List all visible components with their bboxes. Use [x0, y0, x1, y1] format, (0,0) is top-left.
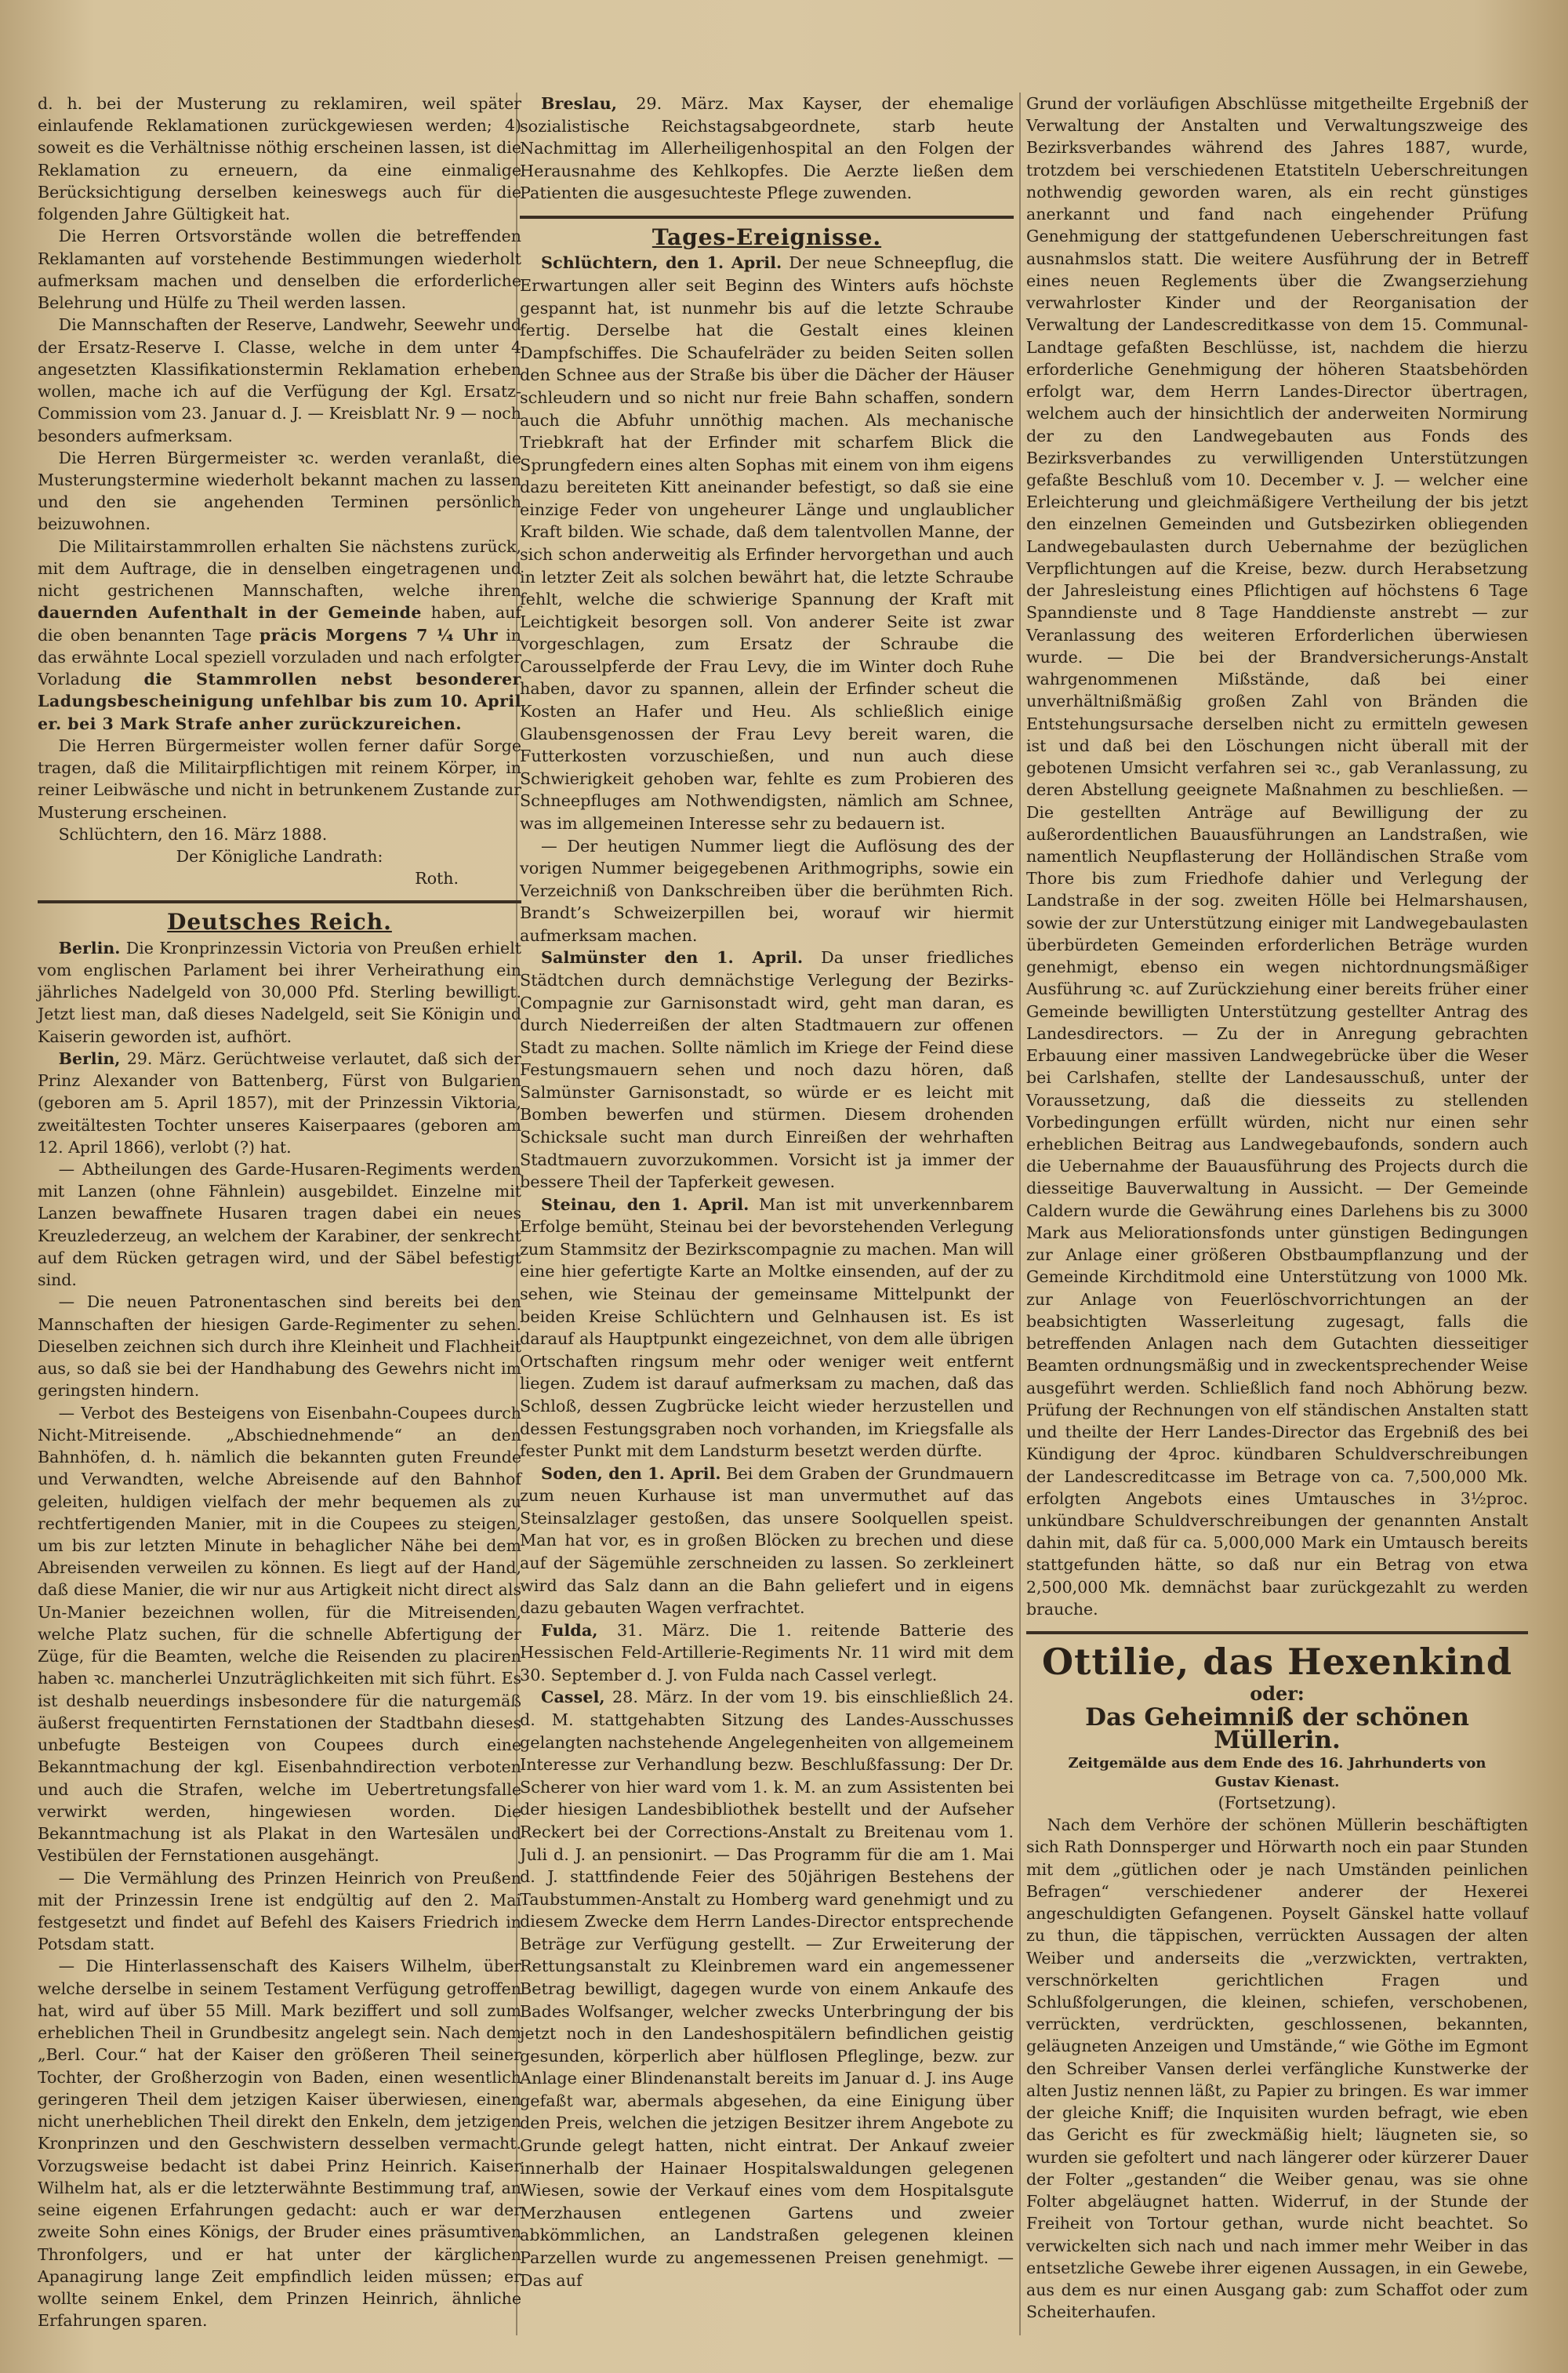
emphasis-text: präcis Morgens 7 ¼ Uhr	[260, 625, 499, 645]
section-heading: Tages-Ereignisse.	[652, 223, 882, 250]
news-item	[38, 937, 521, 1048]
serial-subtitle: Das Geheimniß der schönen Müllerin.	[1085, 1703, 1469, 1754]
news-item	[520, 93, 1014, 205]
section-rule	[38, 900, 521, 903]
emphasis-text: dauernden Aufenthalt in der Gemeinde	[38, 603, 422, 623]
text: Der neue Schneepflug, die Erwartungen aller seit Beginn des Winters aufs höchste gespannt hat, ist nunmehr bis auf die letzte Schraube fertig. Derselbe hat die Gestalt eines kleinen Dampfschiffes. Die Schaufelräder zu beiden Seiten sollen den Schnee aus der Straße bis über die Dächer der Häuser schleudern und so nicht nur freie Bahn schaffen, sondern auch die Abfuhr unnöthig machen. Als mechanische Triebkraft hat der Erfinder mit scharfem Blick die Sprungfedern eines alten Sophas mit einem von ihm eigens dazu bereiteten Kitt aneinander befestigt, so daß sie eine einzige Feder von ungeheurer Länge und unglaublicher Kraft bilden. Wie schade, daß dem talentvollen Manne, der sich schon anderweitig als Erfinder hervorgethan und auch in letzter Zeit als solchen bewährt hat, die letzte Schraube fehlt, welche die schwierige Spannung der Kraft mit Leichtigkeit besorgen soll. Von anderer Seite ist zwar vorgeschlagen, zum Ersatz der Schraube die Carousselpferde der Frau Levy, die im Winter doch Ruhe haben, davor zu spannen, allein der Erfinder scheut die Kosten an Hafer und Heu. Als schließlich einige Glaubensgenossen der Frau Levy bereit waren, die Futterkosten vorzuschießen, und nun auch diese Schwierigkeit gehoben war, fehlte es zum Probieren des Schneepfluges am Nothwendigsten, nämlich am Schnee, was im allgemeinen Interesse sehr zu bedauern ist.	[520, 253, 1014, 833]
section-rule	[1026, 1631, 1528, 1634]
dateline: Schlüchtern, den 16. März 1888.	[58, 824, 328, 844]
paragraph: Die Mannschaften der Reserve, Landwehr, Seewehr und der Ersatz-Reserve I. Classe, welche in dem unter 4 angesetzten Klassifikationstermin Reklamation erheben wollen, mache ich auf die Verfügung der Kgl. Ersatz-Commission vom 23. Januar d. J. — Kreisblatt Nr. 9 — noch besonders aufmerksam.	[38, 315, 521, 445]
text: 29. März. Max Kayser, der ehemalige sozialistische Reichstagsabgeordnete, starb heute Nachmittag im Allerheiligenhospital an den Folgen der Herausnahme des Kehlkopfes. Die Aerzte ließen dem Patienten die ausgesuchteste Pflege zuwenden.	[520, 94, 1014, 203]
text: Die Militairstammrollen erhalten Sie nächstens zurück, mit dem Auftrage, die in denselben eingetragenen und nicht gestrichenen Mannschaften, welche ihren	[38, 536, 521, 601]
paragraph	[38, 536, 521, 735]
place-name: Cassel,	[540, 1688, 605, 1707]
serial-title: Ottilie, das Hexenkind	[1042, 1641, 1512, 1684]
serial-author: Gustav Kienast.	[1214, 1773, 1340, 1790]
serial-continuation: (Fortsetzung).	[1218, 1793, 1337, 1812]
paragraph: Grund der vorläufigen Abschlüsse mitgetheilte Ergebniß der Verwaltung der Anstalten und Verwaltungszweige des Bezirksverbandes während des Jahres 1887, wurde, trotzdem bei verschiedenen Etatstiteln Ueberschreitungen nothwendig geworden waren, als ein recht günstiges anerkannt und fand nach eingehender Prüfung Genehmigung der stattgefundenen Ueberschreitungen fast ausnahmslos statt. Die weitere Ausführung der in Betreff eines neuen Reglements über die Zwangserziehung verwahrloster Kinder und der Reorganisation der Verwaltung der Landescreditkasse von dem 15. Communal-Landtage gefaßten Beschlüsse, ist, nachdem die hierzu erforderliche Genehmigung der höheren Staatsbehörden erfolgt war, dem Herrn Landes-Director übertragen, welchem auch der hinsichtlich der anderweiten Normirung der zu den Landwegebauten aus Fonds des Bezirksverbandes zu verwilligenden Unterstützungen gefaßte Beschluß vom 10. December v. J. — welcher eine Erleichterung und gleichmäßigere Vertheilung der bis jetzt den einzelnen Gemeinden und Gutsbezirken obliegenden Landwegebaulasten durch Uebernahme der bezüglichen Verpflichtungen auf die Kreise, bezw. durch Herabsetzung der Jahresleistung eines Pflichtigen auf höchstens 6 Tage Spanndienste und 8 Tage Handdienste anstrebt — zur Veranlassung des weiteren Erforderlichen überwiesen wurde. — Die bei der Brandversicherungs-Anstalt wahrgenommenen Mißstände, daß bei einer unverhältnißmäßig großen Zahl von Bränden die Entstehungsursache derselben nicht zu ermitteln gewesen ist und daß bei den Löschungen nicht überall mit der gebotenen Umsicht verfahren sei ꝛc., gab Veranlassung, zu deren Abstellung geeignete Maßnahmen zu beschließen. — Die gestellten Anträge auf Bewilligung der zu außerordentlichen Bauausführungen an Landstraßen, wie namentlich Neupflasterung der Holländischen Straße vom Thore bis zum Friedhofe dahier und Verlegung der Landstraße in der sog. zweiten Hölle bei Helmarshausen, sowie der zur Unterstützung einiger mit Landwegebaulasten überbürdeten Gemeinden erforderlichen Beträge wurden genehmigt, ebenso ein wegen nichtordnungsmäßiger Ausführung ꝛc. auf Zurückziehung einer bereits früher einer Gemeinde bewilligten Unterstützung gestellter Antrag des Landesdirectors. — Zu der in Anregung gebrachten Erbauung einer massiven Landwegebrücke über die Weser bei Carlshafen, stellte der Landesausschuß, unter der Voraussetzung, daß die diesseits zu stellenden Vorbedingungen erfüllt würden, nicht nur einen sehr erheblichen Beitrag aus Landwegebaufonds, sondern auch die Uebernahme der Bauausführung des Projects durch die diesseitige Bauverwaltung in Aussicht. — Der Gemeinde Caldern wurde die Gewährung eines Darlehens bis zu 3000 Mark aus Meliorationsfonds unter günstigen Bedingungen zur Anlage einer größeren Obstbaumpflanzung und der Gemeinde Kirchditmold eine Unterstützung von 1000 Mk. zur Anlage von Feuerlöschvorrichtungen an der beabsichtigten Wasserleitung zugesagt, falls die betreffenden Anlagen nach dem Gutachten diesseitiger Beamten ordnungsmäßig und in zweckentsprechender Weise ausgeführt werden. Schließlich fand noch Abhörung bezw. Prüfung der Rechnungen von elf ständischen Anstalten statt und theilte der Herr Landes-Director das Ergebniß des bei Kündigung der 4proc. kündbaren Schuldverschreibungen der Landescreditcasse im Betrage von ca. 7,500,000 Mk. erfolgten Angebots eines Umtausches in 3½proc. unkündbare Schuldverschreibungen der genannten Anstalt dahin mit, daß für ca. 5,000,000 Mark ein Umtausch bereits stattgefunden hätte, so daß nur ein Betrag von etwa 2,500,000 Mk. demnächst baar zurückgezahlt zu werden brauche.	[1026, 94, 1528, 1619]
text: Die Kronprinzessin Victoria von Preußen erhielt vom englischen Parlament bei ihrer Verheirathung ein jährliches Nadelgeld von 30,000 Pfd. Sterling bewilligt. Jetzt liest man, daß dieses Nadelgeld, seit Sie Königin und Kaiserin geworden ist, aufhört.	[38, 938, 521, 1046]
emphasis-text: die Stammrollen nebst besonderer Ladungsbescheinigung unfehlbar bis zum 10. April er. bei 3 Mark Strafe anher zurückzureichen.	[38, 670, 521, 733]
text: Man ist mit unverkennbarem Erfolge bemüht, Steinau bei der bevorstehenden Verlegung zum Stammsitz der Bezirkscompagnie zu machen. Man will eine hier gefertigte Karte an Moltke einsenden, auf der zu sehen, wie Steinau der gemeinsame Mittelpunkt der beiden Kreise Schlüchtern und Gelnhausen ist. Es ist darauf als Hauptpunkt eingezeichnet, von dem alle übrigen Ortschaften ringsum mehr oder weniger weit entfernt liegen. Zudem ist darauf aufmerksam zu machen, daß das Schloß, dessen Zugbrücke leicht wieder herzustellen und dessen Festungsgraben noch vorhanden, im Kriegsfalle als fester Punkt mit dem Landsturm besetzt werden dürfte.	[520, 1194, 1014, 1461]
column-1	[38, 93, 521, 2343]
serial-oder: oder:	[1250, 1682, 1305, 1706]
paragraph: d. h. bei der Musterung zu reklamiren, weil später einlaufende Reklamationen zurückgewiesen werden; 4) soweit es die Verhältnisse nöthig erscheinen lassen, ist die Reklamation zu erneuern, da eine einmalige Berücksichtigung derselben keineswegs auch für die folgenden Jahre Gültigkeit hat.	[38, 94, 521, 224]
column-2	[520, 93, 1014, 2343]
paragraph: Nach dem Verhöre der schönen Müllerin beschäftigten sich Rath Donnsperger und Hörwarth noch ein paar Stunden mit dem „gütlichen oder je nach Umständen peinlichen Befragen“ verschiedener anderer der Hexerei angeschuldigten Gefangenen. Poyselt Gänskel hatte vollauf zu thun, die täppischen, verrückten Aussagen der alten Weiber und anderseits die „verzwickten, vertrakten, verschnörkelten gerichtlichen Fragen und Schlußfolgerungen, die kleinen, schiefen, verschobenen, verrückten, verdrückten, geschlossenen, bekannten, geläugneten Anzeigen und Umstände,“ wie Göthe im Egmont den Schreiber Vansen derlei verfängliche Kunstwerke der alten Justiz nennen läßt, zu Papier zu bringen. Es war immer der gleiche Kniff; die Inquisiten wurden befragt, wie eben das Gericht es für zweckmäßig hielt; läugneten sie, so wurden sie gefoltert und nach längerer oder kürzerer Dauer der Folter „gestanden“ die Weiber genau, was sie ohne Folter abgeläugnet hatten. Widerruf, in der Stunde der Freiheit von Tortour gethan, wurde nicht beachtet. So verwickelten sich nach und nach immer mehr Weiber in das entsetzliche Gewebe ihrer eigenen Aussagen, in ein Gewebe, aus dem es nur einen Ausgang gab: zum Schaffot oder zum Scheiterhaufen.	[1026, 1815, 1528, 2322]
news-item: — Die Hinterlassenschaft des Kaisers Wilhelm, über welche derselbe in seinem Testament Verfügung getroffen hat, wird auf über 55 Mill. Mark beziffert und soll zum erheblichen Theil in Grundbesitz angelegt sein. Nach dem „Berl. Cour.“ hat der Kaiser den größeren Theil seiner Tochter, der Großherzogin von Baden, einen wesentlich geringeren Theil dem jetzigen Kaiser überwiesen, einen nicht unerheblichen Theil direkt den Enkeln, dem jetzigen Kronprinzen und den Geschwistern desselben vermacht. Vorzugsweise bedacht ist dabei Prinz Heinrich. Kaiser Wilhelm hat, als er die letzterwähnte Bestimmung traf, an seine eigenen Erfahrungen gedacht: auch er war der zweite Sohn eines Königs, der Bruder eines präsumtiven Thronfolgers, und er hat unter der kärglichen Apanagirung lange Zeit empfindlich leiden müssen; er wollte seinem Enkel, dem Prinzen Heinrich, ähnliche Erfahrungen sparen.	[38, 1957, 521, 2331]
news-item: — Die Vermählung des Prinzen Heinrich von Preußen mit der Prinzessin Irene ist endgültig auf den 2. Mai festgesetzt und findet auf Befehl des Kaisers Friedrich in Potsdam statt.	[38, 1868, 521, 1954]
news-item	[38, 1048, 521, 1158]
section-rule	[520, 216, 1014, 219]
news-item	[520, 1686, 1014, 2291]
paragraph: Die Herren Bürgermeister wollen ferner dafür Sorge tragen, daß die Militairpflichtigen mit reinem Körper, in reiner Leibwäsche und nicht in betrunkenem Zustande zur Musterung erscheinen.	[38, 736, 521, 822]
text: haben, auf die oben benannten Tage	[38, 603, 521, 645]
news-item	[520, 1194, 1014, 1463]
place-name: Berlin,	[58, 1048, 121, 1068]
column-3	[1026, 93, 1528, 2343]
paragraph: Die Herren Ortsvorstände wollen die betreffenden Reklamanten auf vorstehende Bestimmungen wiederholt aufmerksam machen und denselben die erforderliche Belehrung und Hülfe zu Theil werden lassen.	[38, 227, 521, 313]
news-item: — Der heutigen Nummer liegt die Auflösung des der vorigen Nummer beigegebenen Arithmogriphs, sowie ein Verzeichniß von Dankschreiben über die berühmten Rich. Brandt’s Schweizerpillen bei, worauf wir hiermit aufmerksam machen.	[520, 836, 1014, 945]
signature-title: Der Königliche Landrath:	[176, 846, 383, 866]
news-item: — Abtheilungen des Garde-Husaren-Regiments werden mit Lanzen (ohne Fähnlein) ausgebildet. Einzelne mit Lanzen bewaffnete Husaren tragen dabei ein neues Kreuzlederzeug, an welchem der Karabiner, der senkrecht auf dem Rücken getragen wird, und der Säbel befestigt sind.	[38, 1160, 521, 1290]
place-name: Steinau, den 1. April.	[540, 1194, 750, 1214]
text: Da unser friedliches Städtchen durch demnächstige Verlegung der Bezirks-Compagnie zur Garnisonstadt wird, geht man daran, es durch Niederreißen der alten Stadtmauern zur offenen Stadt zu machen. Sollte nämlich im Kriege der Feind diese Festungsmauern sehen und noch dazu hören, daß Salmünster Garnisonstadt, so würde er es leicht mit Bomben bewerfen und stürmen. Diesem drohenden Schicksale sucht man durch Einreißen der wehrhaften Stadtmauern zuvorzukommen. Vorsicht ist ja immer der bessere Theil der Tapferkeit gewesen.	[520, 948, 1014, 1192]
paragraph: Die Herren Bürgermeister ꝛc. werden veranlaßt, die Musterungstermine wiederholt bekannt machen zu lassen und den sie angehenden Terminen persönlich beizuwohnen.	[38, 448, 521, 534]
serial-byline: Zeitgemälde aus dem Ende des 16. Jahrhunderts von	[1068, 1754, 1486, 1772]
signature-name: Roth.	[415, 869, 459, 889]
text: 29. März. Gerüchtweise verlautet, daß sich der Prinz Alexander von Battenberg, Fürst von Bulgarien (geboren am 5. April 1857), mit der Prinzessin Viktoria, zweitältesten Tochter unseres Kaiserpaares (geboren am 12. April 1866), verlobt (?) hat.	[38, 1048, 521, 1157]
section-heading: Deutsches Reich.	[167, 909, 392, 936]
place-name: Berlin.	[58, 938, 121, 958]
place-name: Fulda,	[540, 1620, 598, 1640]
news-item	[520, 1619, 1014, 1687]
text: in das erwähnte Local speziell vorzuladen und nach erfolgter Vorladung	[38, 625, 521, 689]
text: 28. März. In der vom 19. bis einschließlich 24. d. M. stattgehabten Sitzung des Landes-Ausschusses gelangten nachstehende Angelegenheiten von allgemeinem Interesse zur Verhandlung bezw. Beschlußfassung: Der Dr. Scherer von hier ward vom 1. k. M. an zum Assistenten bei der hiesigen Landesbibliothek bestellt und der Aufseher Reckert bei der Corrections-Anstalt zu Breitenau vom 1. Juli d. J. an pensionirt. — Das Programm für die am 1. Mai d. J. stattfindende Feier des 50jährigen Bestehens der Taubstummen-Anstalt zu Homberg ward genehmigt und zu diesem Zwecke dem Herrn Landes-Director entsprechende Beträge zur Verfügung gestellt. — Zur Erweiterung der Rettungsanstalt zu Kleinbremen ward ein angemessener Betrag bewilligt, dagegen wurde von einem Ankaufe des Bades Wolfsanger, welcher zwecks Unterbringung der bis jetzt noch in den Landeshospitälern befindlichen geistig gesunden, körperlich aber hülflosen Pfleglinge, bezw. zur Anlage einer Blindenanstalt bereits im Januar d. J. ins Auge gefaßt war, abermals abgesehen, da eine Einigung über den Preis, welchen die jetzigen Besitzer ihrem Angebote zu Grunde gelegt hatten, nicht eintrat. Der Ankauf zweier innerhalb der Hainaer Hospitalswaldungen gelegenen Wiesen, sowie der Verkauf eines vom dem Hospitalsgute Merzhausen entlegenen Gartens und zweier abkömmlichen, an Landstraßen gelegenen kleinen Parzellen wurde zu angemessenen Preisen genehmigt. — Das auf	[520, 1688, 1014, 2290]
column-divider	[1019, 93, 1021, 2335]
text: Bei dem Graben der Grundmauern zum neuen Kurhause ist man unvermuthet auf das Steinsalzlager gestoßen, das unsere Soolquellen speist. Man hat vor, es in großen Blöcken zu brechen und diese auf der Sägemühle zerschneiden zu lassen. So zerkleinert wird das Salz dann an die Bahn geliefert und in eigens dazu gebauten Wagen verfrachtet.	[520, 1463, 1014, 1618]
place-name: Soden, den 1. April.	[540, 1463, 721, 1483]
text: 31. März. Die 1. reitende Batterie des Hessischen Feld-Artillerie-Regiments Nr. 11 wird mit dem 30. September d. J. von Fulda nach Cassel verlegt.	[520, 1620, 1014, 1684]
place-name: Schlüchtern, den 1. April.	[540, 253, 782, 273]
news-item	[520, 947, 1014, 1193]
news-item: — Verbot des Besteigens von Eisenbahn-Coupees durch Nicht-Mitreisende. „Abschiednehmende“ an den Bahnhöfen, d. h. nämlich die bekannten guten Freunde und Verwandten, welche Abreisende auf den Bahnhof geleiten, huldigen vielfach der mehr bequemen als zu rechtfertigenden Manier, mit in die Coupees zu steigen, um bis zur letzten Minute in behaglicher Nähe bei dem Abreisenden verweilen zu können. Es liegt auf der Hand, daß diese Manier, die wir nur aus Artigkeit nicht direct als Un-Manier bezeichnen wollen, für die Mitreisenden, welche Platz suchen, für die schnelle Abfertigung der Züge, für die Beamten, welche die Reisenden zu placiren haben ꝛc. mancherlei Unzuträglichkeiten mit sich führt. Es ist deshalb neuerdings insbesondere für die naturgemäß äußerst frequentirten Fernstationen der Stadtbahn dieses unbefugte Besteigen von Coupees durch eine Bekanntmachung der kgl. Eisenbahndirection verboten und auch die Strafen, welche im Uebertretungsfalle verwirkt werden, hingewiesen worden. Die Bekanntmachung ist als Plakat in den Wartesälen und Vestibülen der Fernstationen ausgehängt.	[38, 1403, 521, 1866]
news-item: — Die neuen Patronentaschen sind bereits bei den Mannschaften der hiesigen Garde-Regimenter zu sehen. Dieselben zeichnen sich durch ihre Kleinheit und Flachheit aus, so daß sie bei der Handhabung des Gewehrs nicht im geringsten hindern.	[38, 1292, 521, 1401]
place-name: Breslau,	[540, 94, 617, 113]
place-name: Salmünster den 1. April.	[540, 948, 804, 968]
news-item	[520, 1463, 1014, 1619]
news-item	[520, 252, 1014, 834]
